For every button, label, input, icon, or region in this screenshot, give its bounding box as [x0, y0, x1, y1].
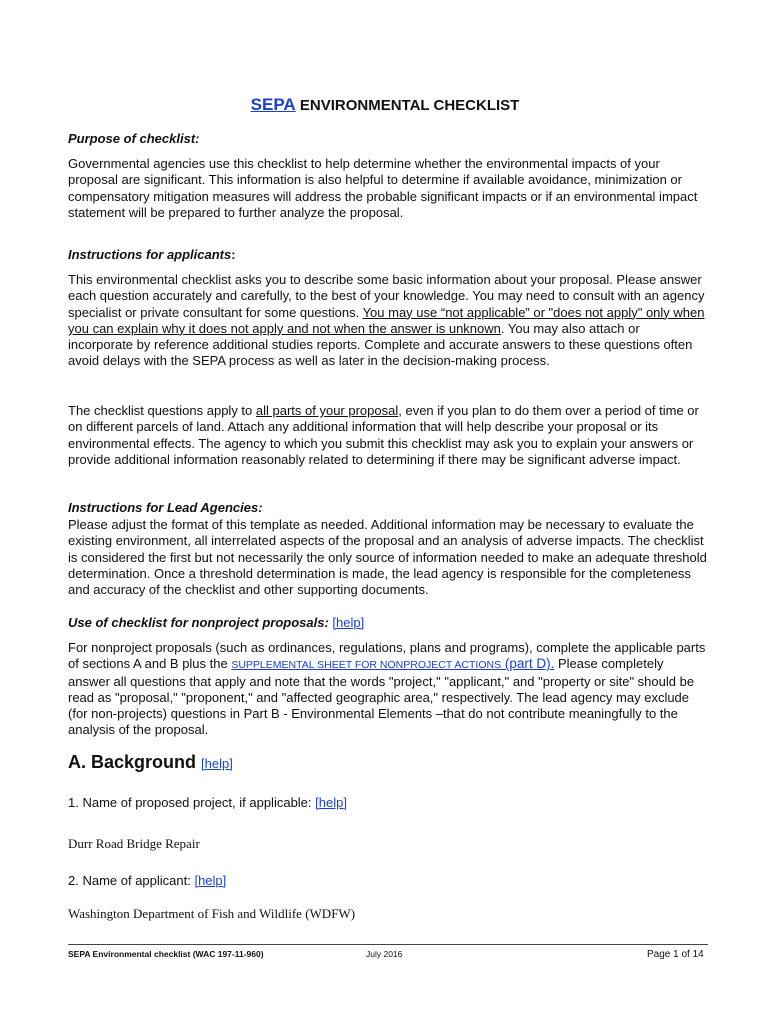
footer-date: July 2016 — [366, 949, 403, 959]
question-1-text: 1. Name of proposed project, if applicable: — [68, 795, 316, 810]
applicants-p1-underlined: You may use “not applicable” or "does not apply" only when you can explain why it does not apply and not when the answer is unknown — [68, 304, 705, 336]
applicants-p2-underlined: all parts of your proposal — [255, 403, 399, 418]
background-heading — [68, 752, 233, 773]
background-help-link[interactable]: [help] — [201, 756, 233, 771]
part-d-link[interactable]: (part D). — [501, 656, 555, 672]
applicants-p1-text-b: . You may also attach or incorporate by reference additional studies reports. Complete and accurate answers to these questions often avoid delays with the SEPA process as well as later in the decision-making process. — [68, 320, 693, 369]
applicants-paragraph-2 — [68, 403, 708, 468]
answer-2: Washington Department of Fish and Wildlife (WDFW) — [68, 906, 356, 921]
nonproject-text — [68, 640, 708, 739]
nonproject-text-b: Please completely answer all questions that apply and note that the words "project," "applicant," and "property or site" should be read as "proposal," "proponent," and "affected geographic area," respectively. The lead agency may exclude (for non-projects) questions in Part B - Environmental Elements –that do not contribute meaningfully to the analysis of the proposal. — [68, 656, 695, 738]
nonproject-help-link[interactable]: [help] — [332, 615, 365, 630]
applicants-heading — [68, 247, 236, 262]
lead-agencies-text: Please adjust the format of this template as needed. Additional information may be necessary to evaluate the existing environment, all interrelated aspects of the proposal and an analysis of adverse impacts. The checklist is considered the first but not necessarily the only source of information needed to make an adequate threshold determination. Once a threshold determination is made, the lead agency is responsible for the completeness and accuracy of the checklist and other supporting documents. — [68, 517, 707, 598]
footer-page-number: Page 1 of 14 — [647, 949, 704, 960]
question-1 — [68, 795, 347, 810]
nonproject-text-a: For nonproject proposals (such as ordinances, regulations, plans and programs), complete the applicable parts of sections A and B plus the — [68, 640, 706, 672]
footer-form-title: SEPA Environmental checklist (WAC 197-11-960) — [68, 949, 264, 959]
question-2-text: 2. Name of applicant: — [68, 873, 195, 888]
footer-divider — [68, 944, 708, 945]
applicants-p1-text-a: This environmental checklist asks you to describe some basic information about your proposal. Please answer each question accurately and carefully, to the best of your knowledge. You may need to consult with an agency specialist or private consultant for some questions. — [68, 272, 705, 320]
purpose-text: Governmental agencies use this checklist to help determine whether the environmental impacts of your proposal are significant. This information is also helpful to determine if available avoidance, minimization or compensatory mitigation measures will address the probable significant impacts or if an environmental impact statement will be prepared to further analyze the proposal. — [68, 156, 698, 220]
purpose-heading: Purpose of checklist: — [68, 131, 200, 146]
page-title — [0, 95, 770, 115]
question-2-help-link[interactable]: [help] — [194, 873, 227, 888]
applicants-paragraph-1 — [68, 272, 708, 370]
lead-agencies-heading: Instructions for Lead Agencies: — [68, 500, 263, 515]
applicants-p2-text-b: , even if you plan to do them over a period of time or on different parcels of land. Attach any additional information that will help describe your proposal or its environmental effects. The agency to which you submit this checklist may ask you to explain your answers or provide additional information reasonably related to determining if there may be significant adverse impact. — [68, 403, 699, 467]
question-1-help-link[interactable]: [help] — [315, 795, 347, 810]
answer-1: Durr Road Bridge Repair — [68, 836, 200, 851]
nonproject-heading-text: Use of checklist for nonproject proposals: — [68, 615, 329, 630]
applicants-heading-text: Instructions for applicants — [68, 247, 232, 262]
nonproject-heading — [68, 615, 364, 630]
question-2 — [68, 873, 226, 888]
title-text: ENVIRONMENTAL CHECKLIST — [295, 97, 520, 114]
sepa-link[interactable]: SEPA — [250, 95, 296, 114]
applicants-heading-colon: : — [231, 247, 236, 262]
applicants-p2-text-a: The checklist questions apply to — [68, 403, 256, 418]
background-heading-text: A. Background — [68, 752, 197, 772]
supplemental-sheet-link[interactable]: SUPPLEMENTAL SHEET FOR NONPROJECT ACTIONS — [231, 659, 502, 672]
